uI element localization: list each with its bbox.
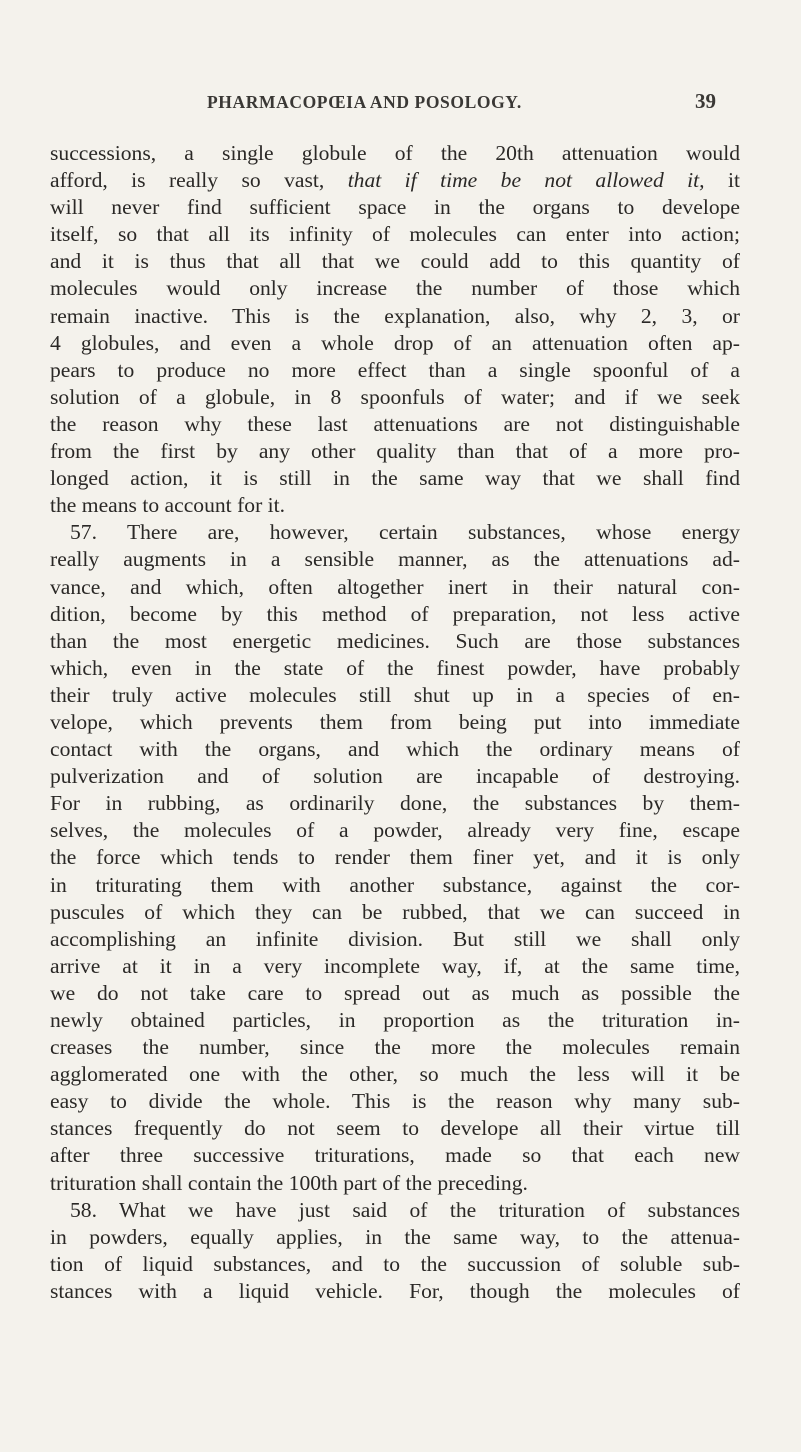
text-line: pears to produce no more effect than a single spoonful of a <box>50 357 740 382</box>
text-line: 4 globules, and even a whole drop of an attenuation often ap- <box>50 330 740 355</box>
text-line: the reason why these last attenuations are not distinguishable <box>50 411 740 436</box>
text-line: 57. There are, however, certain substances, whose energy <box>70 520 740 545</box>
text-line: arrive at it in a very incomplete way, if, at the same time, <box>50 953 740 978</box>
italic-phrase: that if time be not allowed it, <box>347 168 705 193</box>
running-head: PHARMACOPŒIA AND POSOLOGY. <box>207 92 522 112</box>
text-line: really augments in a sensible manner, as the attenuations ad- <box>50 547 740 572</box>
text-line: than the most energetic medicines. Such are those substances <box>50 628 740 653</box>
text-line: vance, and which, often altogether inert in their natural con- <box>50 574 740 599</box>
text-line: longed action, it is still in the same way that we shall find <box>50 466 740 491</box>
text-line: from the first by any other quality than that of a more pro- <box>50 439 740 464</box>
text-line: the force which tends to render them finer yet, and it is only <box>50 845 740 870</box>
text-line: pulverization and of solution are incapable of destroying. <box>50 764 740 789</box>
text-line: successions, a single globule of the 20th attenuation would <box>50 141 740 165</box>
text-line: remain inactive. This is the explanation, also, why 2, 3, or <box>50 303 740 328</box>
text-line: 58. What we have just said of the trituration of substances <box>70 1197 740 1222</box>
text-line: in triturating them with another substance, against the cor- <box>50 872 740 897</box>
text-line: velope, which prevents them from being put into immediate <box>50 709 740 734</box>
text-line: solution of a globule, in 8 spoonfuls of water; and if we seek <box>50 384 740 409</box>
text-line: we do not take care to spread out as much as possible the <box>50 980 740 1005</box>
text-line: after three successive triturations, made so that each new <box>50 1143 740 1168</box>
text-line: dition, become by this method of preparation, not less active <box>50 601 740 626</box>
text-line: For in rubbing, as ordinarily done, the substances by them- <box>50 791 740 816</box>
text-line: selves, the molecules of a powder, already very fine, escape <box>50 818 740 843</box>
text-line: their truly active molecules still shut up in a species of en- <box>50 682 740 707</box>
text-line: contact with the organs, and which the ordinary means of <box>50 737 740 762</box>
text-line: puscules of which they can be rubbed, that we can succeed in <box>50 899 740 924</box>
text-line: easy to divide the whole. This is the reason why many sub- <box>50 1089 740 1114</box>
text-line: accomplishing an infinite division. But still we shall only <box>50 926 740 951</box>
text-line: trituration shall contain the 100th part of the preceding. <box>50 1170 528 1195</box>
page-header <box>0 89 801 122</box>
text-line: itself, so that all its infinity of molecules can enter into action; <box>50 222 740 247</box>
text-line: and it is thus that all that we could add to this quantity of <box>50 249 740 274</box>
text-line: stances frequently do not seem to develope all their virtue till <box>50 1116 740 1141</box>
text-line: stances with a liquid vehicle. For, though the molecules of <box>50 1278 740 1303</box>
page-number: 39 <box>695 89 716 113</box>
text-line: agglomerated one with the other, so much the less will it be <box>50 1062 740 1087</box>
text-line: tion of liquid substances, and to the succussion of soluble sub- <box>50 1251 740 1276</box>
text-line: which, even in the state of the finest powder, have probably <box>50 655 740 680</box>
text-line: newly obtained particles, in proportion as the trituration in- <box>50 1008 740 1032</box>
text-line: the means to account for it. <box>50 493 286 518</box>
text-line: will never find sufficient space in the organs to develope <box>50 195 740 220</box>
text-line: in powders, equally applies, in the same way, to the attenua- <box>50 1224 740 1249</box>
text-line: afford, is really so vast, that if time be not allowed it, it <box>50 168 740 193</box>
text-line: creases the number, since the more the molecules remain <box>50 1035 740 1060</box>
text-line: molecules would only increase the number of those which <box>50 276 740 301</box>
body-text <box>50 140 740 1305</box>
